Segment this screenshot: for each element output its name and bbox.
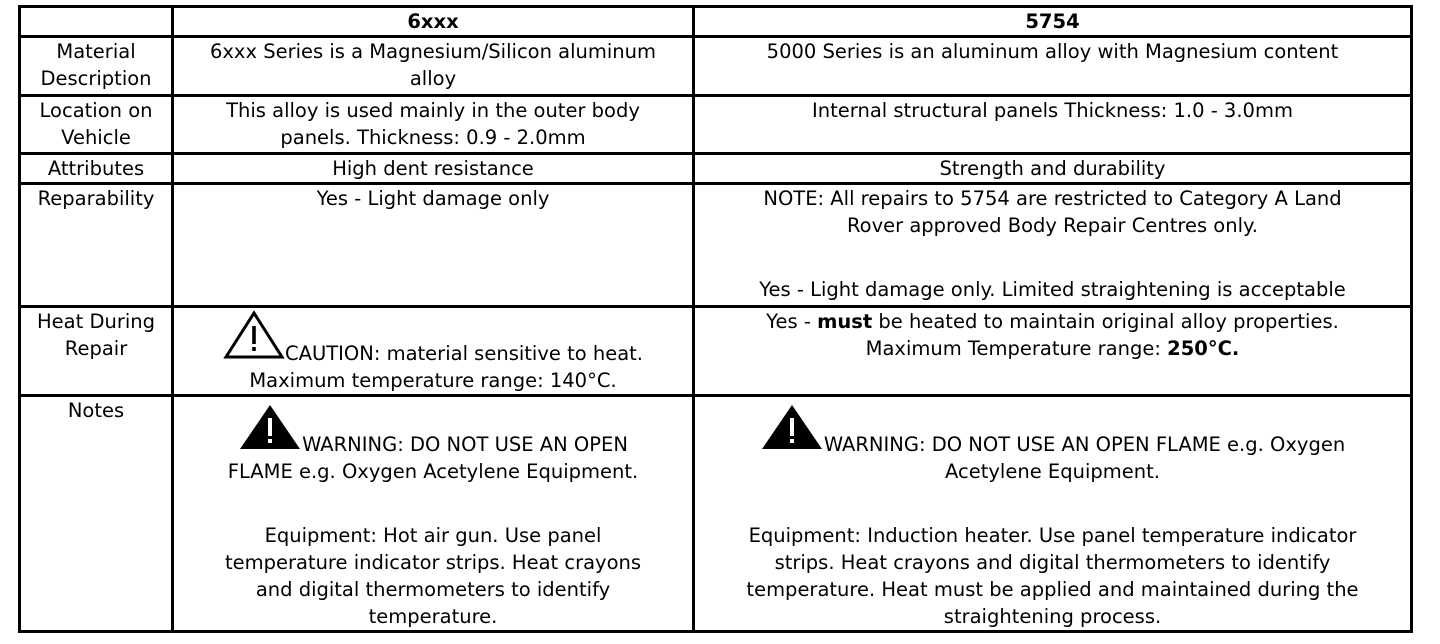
heat-label-cell [20, 307, 173, 396]
material-label-cell [20, 37, 173, 96]
warning-triangle-filled-icon [238, 403, 302, 458]
notes-5754-cell [694, 396, 1412, 632]
notes-6xxx-warning-line-2: FLAME e.g. Oxygen Acetylene Equipment. [227, 460, 639, 483]
caution-text: CAUTION: material sensitive to heat. [285, 342, 643, 365]
aluminum-alloy-comparison-table [18, 5, 1413, 633]
notes-6xxx-warning-line-1 [176, 403, 690, 458]
header-5754: 5754 [694, 7, 1412, 37]
material-label-line-2: Description [40, 67, 152, 90]
notes-6xxx-equipment-line-4: temperature. [368, 605, 498, 628]
material-5754-cell [694, 37, 1412, 96]
notes-6xxx-cell [173, 396, 694, 632]
caution-triangle-outline-icon [223, 310, 285, 367]
notes-5754-warning-line-1 [697, 403, 1408, 458]
material-row [20, 37, 1412, 96]
location-label-cell [20, 96, 173, 154]
material-6xxx-line-1: 6xxx Series is a Magnesium/Silicon aluminum [209, 40, 656, 63]
heat-5754-line-1-post: be heated to maintain original alloy properties. [872, 310, 1339, 333]
page [18, 5, 1413, 633]
reparability-row [20, 184, 1412, 307]
notes-5754-warning-text-1: WARNING: DO NOT USE AN OPEN FLAME e.g. Oxygen [823, 433, 1346, 456]
reparability-yes-text: Yes - Light damage only. Limited straightening is acceptable [759, 278, 1346, 301]
notes-5754-warning-line-2: Acetylene Equipment. [945, 460, 1160, 483]
caution-line [176, 310, 690, 367]
notes-6xxx-warning-text-1: WARNING: DO NOT USE AN OPEN [302, 433, 628, 456]
attributes-row [20, 154, 1412, 184]
heat-5754-line-2 [697, 335, 1408, 362]
notes-6xxx-warning [176, 403, 690, 485]
location-5754-cell [694, 96, 1412, 154]
heat-row [20, 307, 1412, 396]
header-blank-cell [20, 7, 173, 37]
notes-6xxx-equipment-line-3: and digital thermometers to identify [255, 578, 611, 601]
reparability-label-cell: Reparability [20, 184, 173, 307]
location-row [20, 96, 1412, 154]
material-5754-text: 5000 Series is an aluminum alloy with Magnesium content [766, 40, 1339, 63]
location-6xxx-line-1: This alloy is used mainly in the outer body [226, 99, 640, 122]
material-6xxx-line-2: alloy [409, 67, 457, 90]
spacer [697, 485, 1408, 522]
header-6xxx: 6xxx [173, 7, 694, 37]
header-row [20, 7, 1412, 37]
reparability-note-line-2: Rover approved Body Repair Centres only. [847, 214, 1258, 237]
warning-triangle-filled-icon [760, 403, 824, 458]
heat-5754-max-temp: 250°C. [1167, 337, 1240, 360]
heat-label-line-2: Repair [64, 337, 128, 360]
spacer [176, 485, 690, 522]
reparability-5754-cell [694, 184, 1412, 307]
heat-6xxx-max-temp: Maximum temperature range: 140°C. [249, 369, 617, 392]
notes-5754-equipment-line-3: temperature. Heat must be applied and maintained during the [746, 578, 1359, 601]
notes-5754-warning [697, 403, 1408, 485]
notes-5754-equipment-line-4: straightening process. [943, 605, 1162, 628]
heat-5754-cell [694, 307, 1412, 396]
heat-6xxx-cell [173, 307, 694, 396]
location-5754-text: Internal structural panels Thickness: 1.0 - 3.0mm [812, 99, 1293, 122]
location-6xxx-cell [173, 96, 694, 154]
heat-5754-line-1-pre: Yes - [766, 310, 818, 333]
notes-5754-equipment-line-1: Equipment: Induction heater. Use panel temperature indicator [748, 524, 1357, 547]
notes-6xxx-equipment-line-2: temperature indicator strips. Heat crayons [224, 551, 642, 574]
location-6xxx-line-2: panels. Thickness: 0.9 - 2.0mm [280, 126, 586, 149]
location-label-line-1: Location on [39, 99, 153, 122]
notes-6xxx-equipment-line-1: Equipment: Hot air gun. Use panel [264, 524, 602, 547]
heat-5754-line-2-pre: Maximum Temperature range: [865, 337, 1168, 360]
notes-row [20, 396, 1412, 632]
reparability-6xxx-cell: Yes - Light damage only [173, 184, 694, 307]
heat-label-line-1: Heat During [37, 310, 155, 333]
reparability-note-line-1: NOTE: All repairs to 5754 are restricted to Category A Land [763, 187, 1342, 210]
notes-5754-equipment-line-2: strips. Heat crayons and digital thermometers to identify [774, 551, 1331, 574]
attributes-6xxx-cell: High dent resistance [173, 154, 694, 184]
attributes-label-cell: Attributes [20, 154, 173, 184]
heat-5754-must: must [817, 310, 873, 333]
heat-5754-line-1 [697, 308, 1408, 335]
material-6xxx-cell [173, 37, 694, 96]
notes-label-cell: Notes [20, 396, 173, 632]
spacer [697, 239, 1408, 276]
attributes-5754-cell: Strength and durability [694, 154, 1412, 184]
material-label-line-1: Material [56, 40, 136, 63]
location-label-line-2: Vehicle [61, 126, 131, 149]
